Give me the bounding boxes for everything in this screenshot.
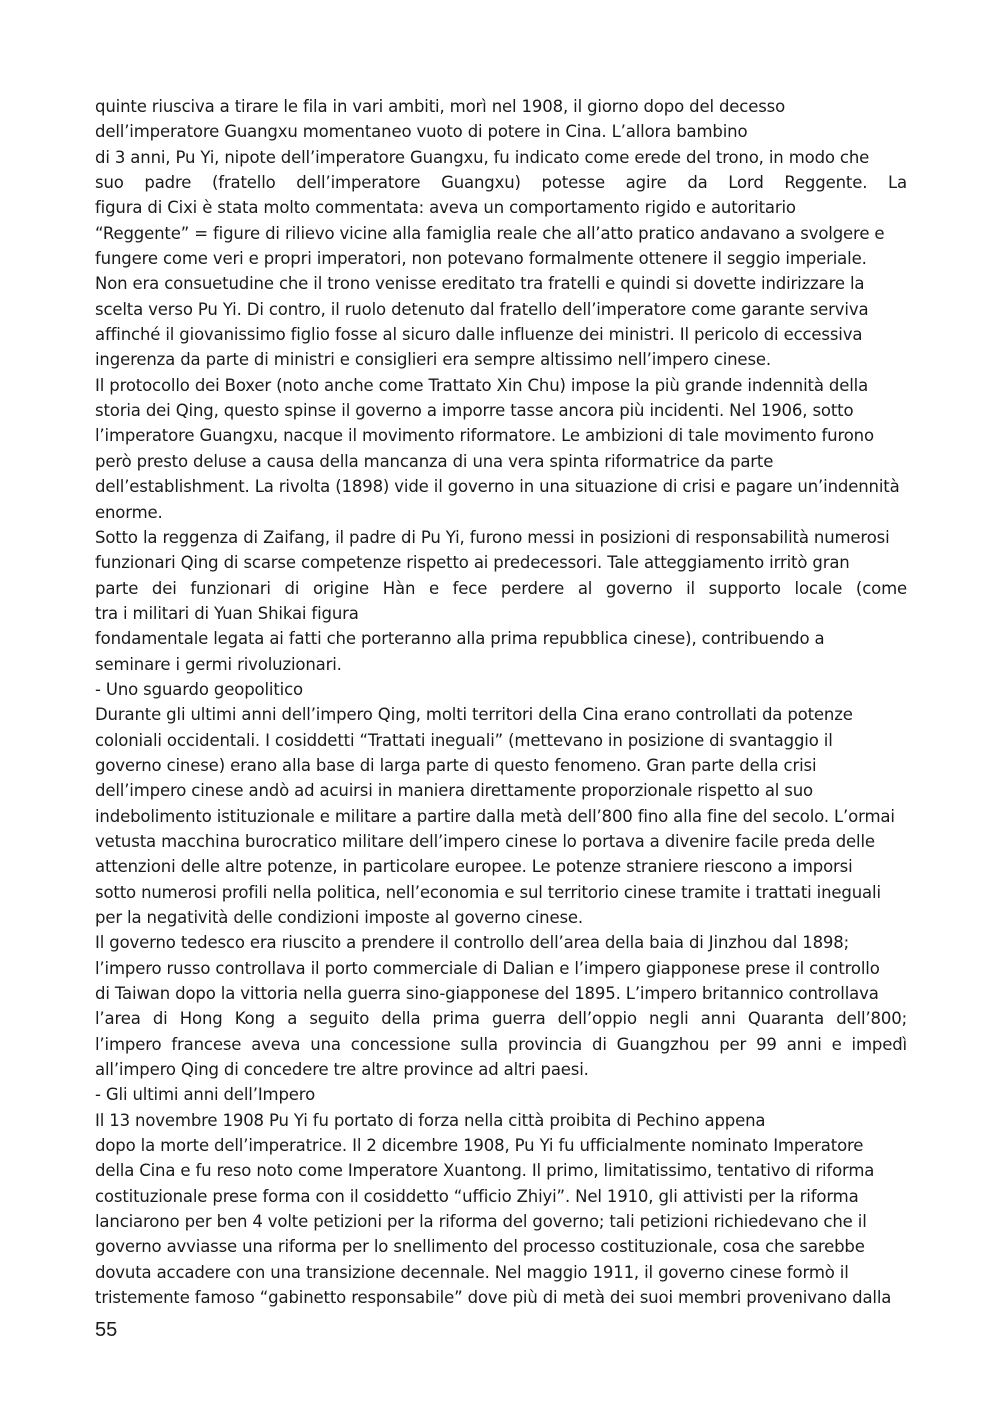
text-line: dovuta accadere con una transizione decennale. Nel maggio 1911, il governo cinese formò il: [95, 1262, 849, 1282]
text-line: attenzioni delle altre potenze, in particolare europee. Le potenze straniere riescono a imporsi: [95, 857, 853, 877]
text-line: costituzionale prese forma con il cosiddetto “ufficio Zhiyi”. Nel 1910, gli attivisti per la riforma: [95, 1186, 859, 1206]
text-line: per la negatività delle condizioni imposte al governo cinese.: [95, 908, 584, 927]
text-line: “Reggente” = figure di rilievo vicine alla famiglia reale che all’atto pratico andavano a svolgere e: [95, 223, 885, 243]
text-line: Il protocollo dei Boxer (noto anche come Trattato Xin Chu) impose la più grande indennità della: [95, 375, 869, 395]
text-line: ingerenza da parte di ministri e consiglieri era sempre altissimo nell’impero cinese.: [95, 350, 771, 370]
text-line: dell’impero cinese andò ad acuirsi in maniera direttamente proporzionale rispetto al suo: [95, 781, 814, 801]
text-line: dell’establishment. La rivolta (1898) vide il governo in una situazione di crisi e pagare un’indennità: [95, 477, 900, 497]
section-heading: - Gli ultimi anni dell’Impero: [95, 1085, 316, 1105]
text-line: tristemente famoso “gabinetto responsabile” dove più di metà dei suoi membri provenivano dalla: [95, 1288, 892, 1308]
text-line: seminare i germi rivoluzionari.: [95, 654, 342, 674]
text-line: governo avviasse una riforma per lo snellimento del processo costituzionale, cosa che sarebbe: [95, 1237, 865, 1257]
text-line: coloniali occidentali. I cosiddetti “Trattati ineguali” (mettevano in posizione di svantaggio il: [95, 730, 833, 750]
text-line: vetusta macchina burocratico militare dell’impero cinese lo portava a divenire facile preda delle: [95, 831, 875, 851]
text-line: sotto numerosi profili nella politica, nell’economia e sul territorio cinese tramite i trattati ineguali: [95, 882, 881, 902]
text-line: tra i militari di Yuan Shikai figura: [95, 603, 359, 623]
text-line: dell’imperatore Guangxu momentaneo vuoto di potere in Cina. L’allora bambino: [95, 122, 748, 142]
text-line: Non era consuetudine che il trono venisse ereditato tra fratelli e quindi si dovette indirizzare la: [95, 274, 865, 294]
text-line: quinte riusciva a tirare le fila in vari ambiti, morì nel 1908, il giorno dopo del decesso: [95, 97, 786, 116]
text-line: Durante gli ultimi anni dell’impero Qing, molti territori della Cina erano controllati da potenze: [95, 705, 853, 725]
text-line: suo padre (fratello dell’imperatore Guangxu) potesse agire da Lord Reggente. La: [95, 173, 907, 193]
page-number: 55: [95, 1319, 118, 1341]
text-line: di Taiwan dopo la vittoria nella guerra sino-giapponese del 1895. L’impero britannico controllava: [95, 984, 879, 1004]
text-line: però presto deluse a causa della mancanza di una vera spinta riformatrice da parte: [95, 451, 774, 471]
text-line: fondamentale legata ai fatti che porteranno alla prima repubblica cinese), contribuendo a: [95, 629, 825, 649]
text-line: lanciarono per ben 4 volte petizioni per la riforma del governo; tali petizioni richiedevano che il: [95, 1212, 867, 1232]
text-line: enorme.: [95, 502, 163, 522]
text-line: della Cina e fu reso noto come Imperatore Xuantong. Il primo, limitatissimo, tentativo di riforma: [95, 1161, 875, 1181]
text-line: l’impero francese aveva una concessione sulla provincia di Guangzhou per 99 anni e impedì: [95, 1034, 907, 1054]
text-line: l’impero russo controllava il porto commerciale di Dalian e l’impero giapponese prese il controllo: [95, 958, 880, 978]
text-line: indebolimento istituzionale e militare a partire dalla metà dell’800 fino alla fine del secolo. L’ormai: [95, 806, 895, 826]
text-line: l’imperatore Guangxu, nacque il movimento riformatore. Le ambizioni di tale movimento furono: [95, 426, 874, 446]
section-heading: - Uno sguardo geopolitico: [95, 679, 303, 699]
text-line: funzionari Qing di scarse competenze rispetto ai predecessori. Tale atteggiamento irritò gran: [95, 553, 850, 573]
text-line: Sotto la reggenza di Zaifang, il padre di Pu Yi, furono messi in posizioni di responsabilità numerosi: [95, 527, 890, 547]
text-line: storia dei Qing, questo spinse il governo a imporre tasse ancora più incidenti. Nel 1906, sotto: [95, 401, 854, 421]
text-line: all’impero Qing di concedere tre altre province ad altri paesi.: [95, 1060, 589, 1080]
body-text: [95, 94, 907, 1311]
text-line: parte dei funzionari di origine Hàn e fece perdere al governo il supporto locale (come: [95, 578, 907, 598]
text-line: affinché il giovanissimo figlio fosse al sicuro dalle influenze dei ministri. Il pericolo di eccessiva: [95, 325, 863, 345]
text-line: governo cinese) erano alla base di larga parte di questo fenomeno. Gran parte della crisi: [95, 755, 817, 775]
text-line: Il 13 novembre 1908 Pu Yi fu portato di forza nella città proibita di Pechino appena: [95, 1110, 766, 1130]
text-line: Il governo tedesco era riuscito a prendere il controllo dell’area della baia di Jinzhou dal 1898;: [95, 933, 850, 953]
text-line: scelta verso Pu Yi. Di contro, il ruolo detenuto dal fratello dell’imperatore come garante serviva: [95, 299, 869, 319]
text-line: fungere come veri e propri imperatori, non potevano formalmente ottenere il seggio imperiale.: [95, 249, 867, 269]
text-line: di 3 anni, Pu Yi, nipote dell’imperatore Guangxu, fu indicato come erede del trono, in modo che: [95, 147, 870, 167]
text-line: figura di Cixi è stata molto commentata: aveva un comportamento rigido e autoritario: [95, 198, 796, 218]
text-line: l’area di Hong Kong a seguito della prima guerra dell’oppio negli anni Quaranta dell’800;: [95, 1009, 907, 1029]
text-line: dopo la morte dell’imperatrice. Il 2 dicembre 1908, Pu Yi fu ufficialmente nominato Imperatore: [95, 1136, 864, 1156]
